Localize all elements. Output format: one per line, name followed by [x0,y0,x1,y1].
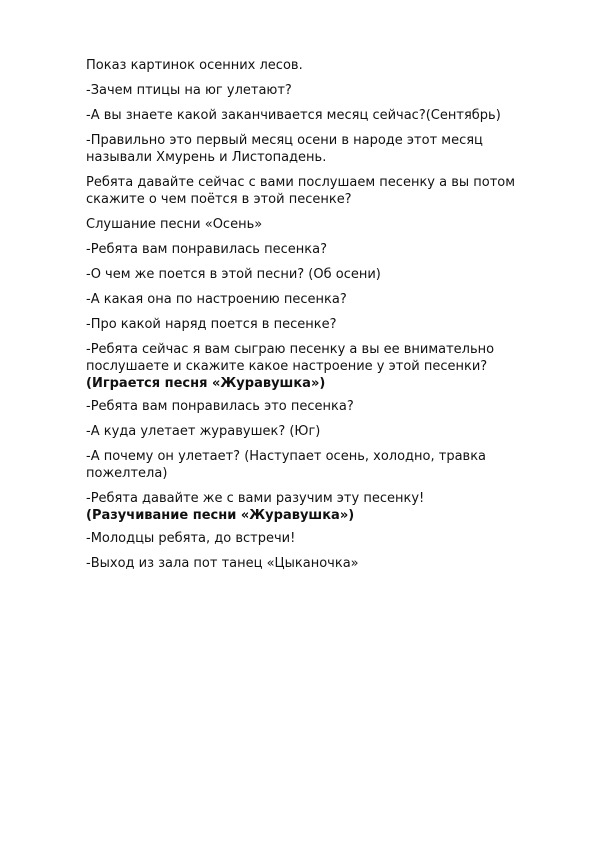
paragraph-question-birds [86,82,546,99]
paragraph-question-why [86,448,546,482]
paragraph-play-song [86,341,546,392]
text-line: -Выход из зала пот танец «Цыканочка» [86,556,359,571]
text-line: -Ребята сейчас я вам сыграю песенку а вы ее внимательно [86,342,495,357]
paragraph-question-liked [86,241,546,258]
paragraph-question-about [86,266,546,283]
stage-direction-bold: (Играется песня «Журавушка») [86,376,326,391]
text-line: -Зачем птицы на юг улетают? [86,83,292,98]
text-line: -Про какой наряд поется в песенке? [86,317,337,332]
paragraph-listen-invite [86,174,546,208]
text-line: -Правильно это первый месяц осени в народе этот месяц [86,133,483,148]
paragraph-question-mood [86,291,546,308]
paragraph-exit [86,555,546,572]
paragraph-intro [86,57,546,74]
text-line: -А почему он улетает? (Наступает осень, холодно, травка [86,449,487,464]
text-line: скажите о чем поётся в этой песенке? [86,192,352,207]
text-line: -Ребята вам понравилась песенка? [86,242,327,257]
text-line: -О чем же поется в этой песни? (Об осени) [86,267,381,282]
paragraph-goodbye [86,530,546,547]
paragraph-question-month [86,107,546,124]
text-line: пожелтела) [86,466,168,481]
text-line: Ребята давайте сейчас с вами послушаем песенку а вы потом [86,175,516,190]
paragraph-question-liked-again [86,398,546,415]
text-line: -А какая она по настроению песенка? [86,292,347,307]
text-line: -Молодцы ребята, до встречи! [86,531,296,546]
text-line: -Ребята давайте же с вами разучим эту песенку! [86,491,425,506]
text-line: Показ картинок осенних лесов. [86,58,303,73]
paragraph-month-names [86,132,546,166]
paragraph-question-outfit [86,316,546,333]
paragraph-song-autumn [86,216,546,233]
text-line: послушаете и скажите какое настроение у этой песенки? [86,359,488,374]
document-body [86,57,546,580]
paragraph-learn-song [86,490,546,524]
text-line: -А куда улетает журавушек? (Юг) [86,424,321,439]
text-line: -А вы знаете какой заканчивается месяц сейчас?(Сентябрь) [86,108,501,123]
text-line: называли Хмурень и Листопадень. [86,150,327,165]
paragraph-question-where [86,423,546,440]
text-line: Слушание песни «Осень» [86,217,263,232]
text-line: -Ребята вам понравилась это песенка? [86,399,354,414]
stage-direction-bold: (Разучивание песни «Журавушка») [86,508,355,523]
